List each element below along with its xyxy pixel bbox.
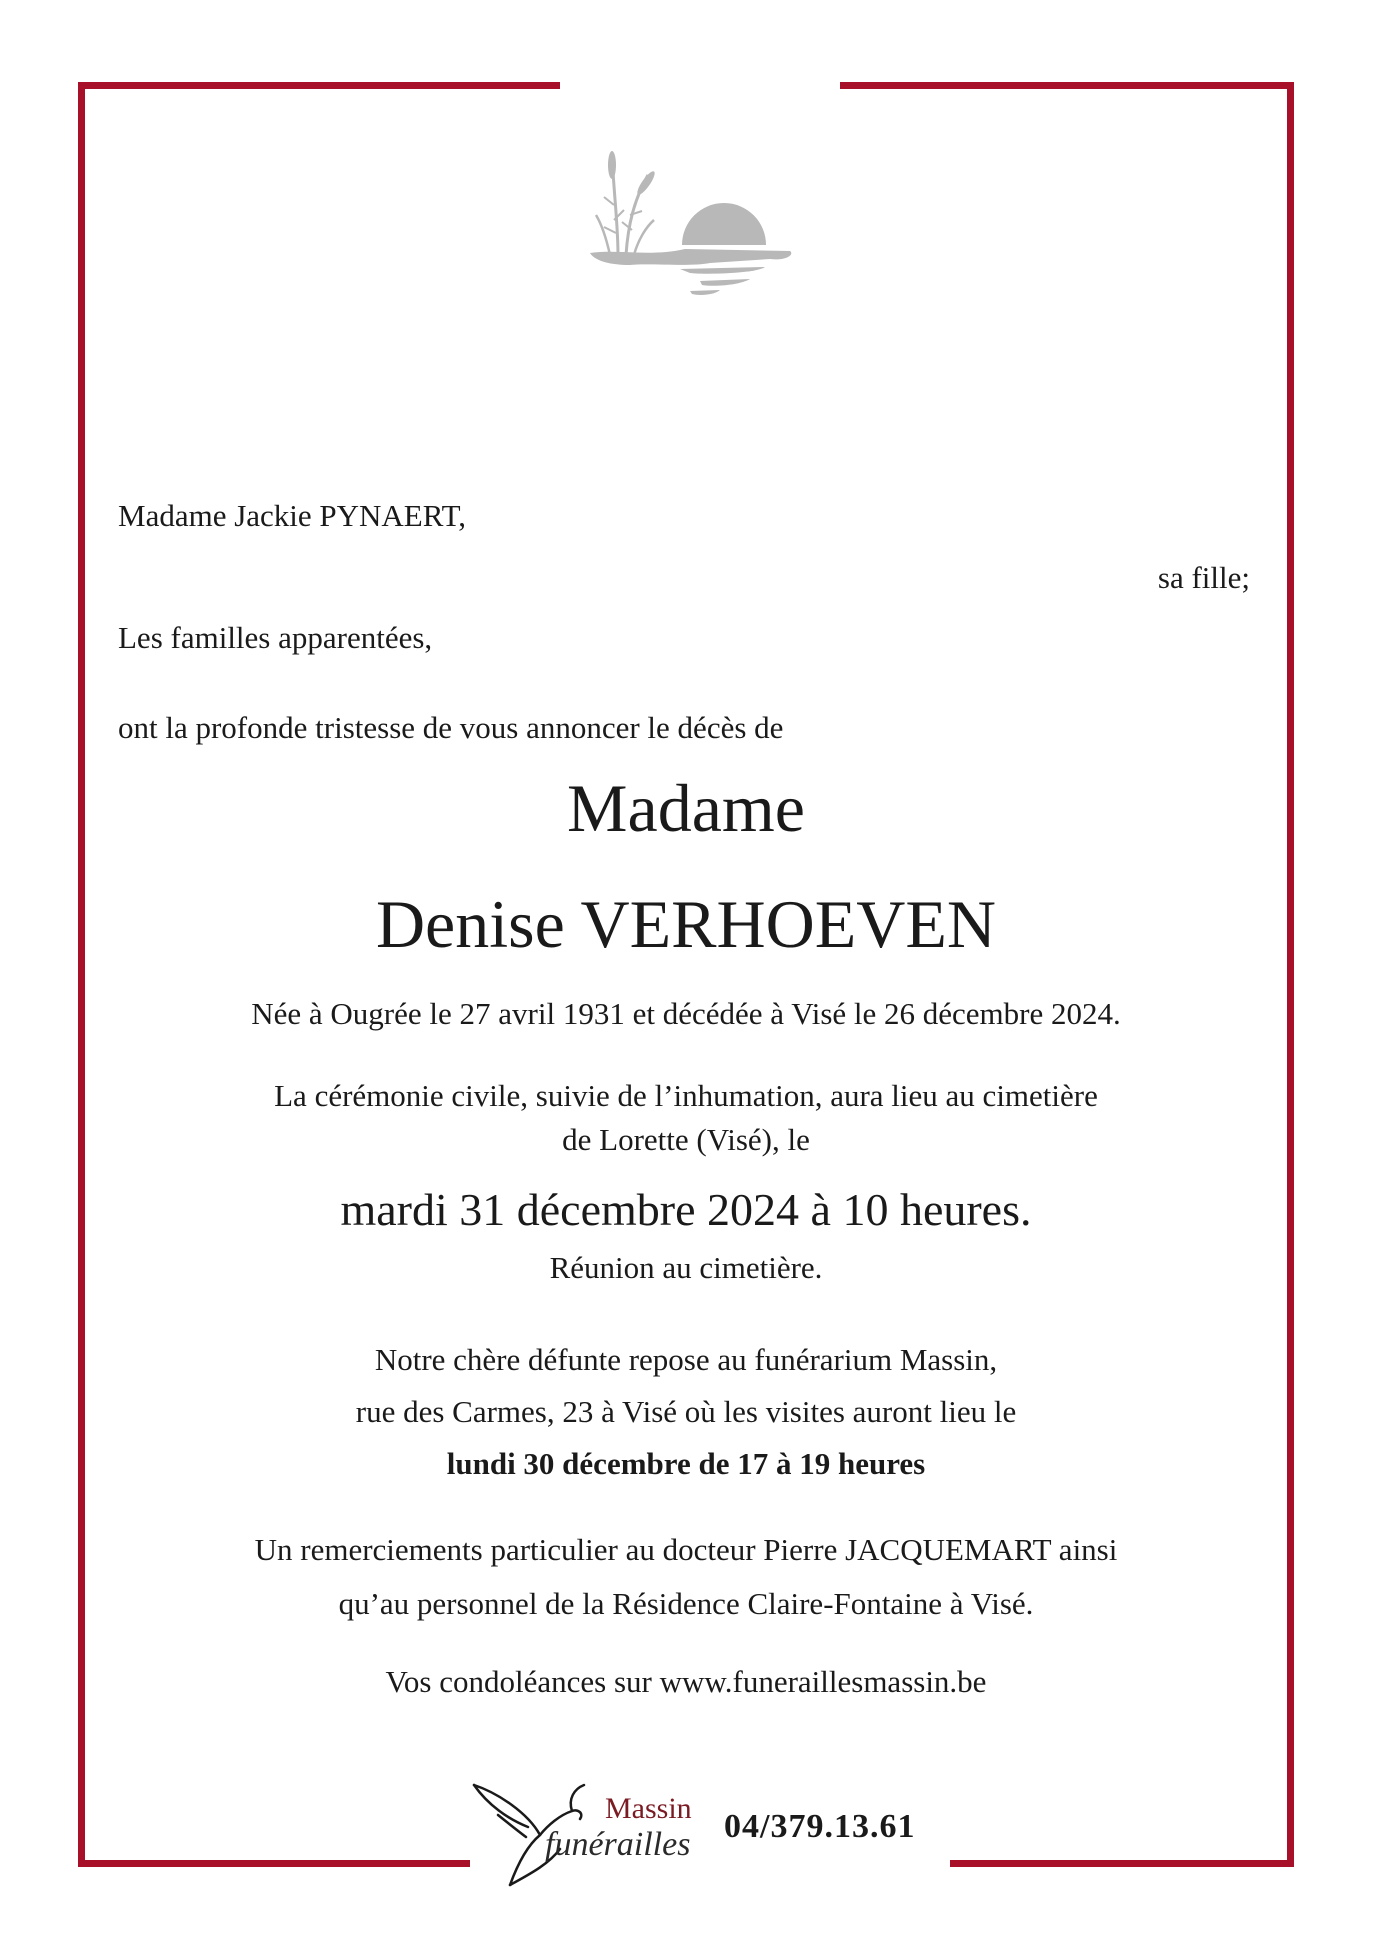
- deceased-title: Madame: [567, 770, 805, 846]
- deceased-name: Denise VERHOEVEN: [375, 886, 997, 962]
- frame-top-gap: [560, 76, 840, 92]
- logo-massin-text: Massin: [605, 1792, 692, 1825]
- ceremony-line-2: de Lorette (Visé), le: [562, 1122, 810, 1157]
- thanks-line-1: Un remerciements particulier au docteur Pierre JACQUEMART ainsi: [254, 1532, 1118, 1567]
- family-relation: sa fille;: [1157, 560, 1250, 595]
- visits-date: lundi 30 décembre de 17 à 19 heures: [446, 1446, 926, 1481]
- ceremony-date: mardi 31 décembre 2024 à 10 heures.: [340, 1184, 1032, 1235]
- ceremony-line-1: La cérémonie civile, suivie de l’inhumation, aura lieu au cimetière: [274, 1078, 1098, 1113]
- birth-death-dates: Née à Ougrée le 27 avril 1931 et décédée à Visé le 26 décembre 2024.: [251, 996, 1121, 1031]
- reeds-sunset-emblem-icon: [590, 145, 800, 305]
- related-families-line: Les familles apparentées,: [118, 620, 433, 655]
- thanks-line-2: qu’au personnel de la Résidence Claire-Fontaine à Visé.: [338, 1586, 1034, 1621]
- announcement-line: ont la profonde tristesse de vous annoncer le décès de: [118, 710, 784, 745]
- visits-line-2: rue des Carmes, 23 à Visé où les visites auront lieu le: [355, 1394, 1017, 1429]
- visits-line-1: Notre chère défunte repose au funérarium Massin,: [374, 1342, 998, 1377]
- family-member-line: Madame Jackie PYNAERT,: [118, 498, 466, 533]
- phone-number: 04/379.13.61: [724, 1808, 916, 1845]
- condolences-line: Vos condoléances sur www.funeraillesmassin.be: [385, 1664, 987, 1699]
- logo-funerailles-text: funérailles: [545, 1826, 691, 1863]
- ceremony-meeting: Réunion au cimetière.: [549, 1250, 823, 1285]
